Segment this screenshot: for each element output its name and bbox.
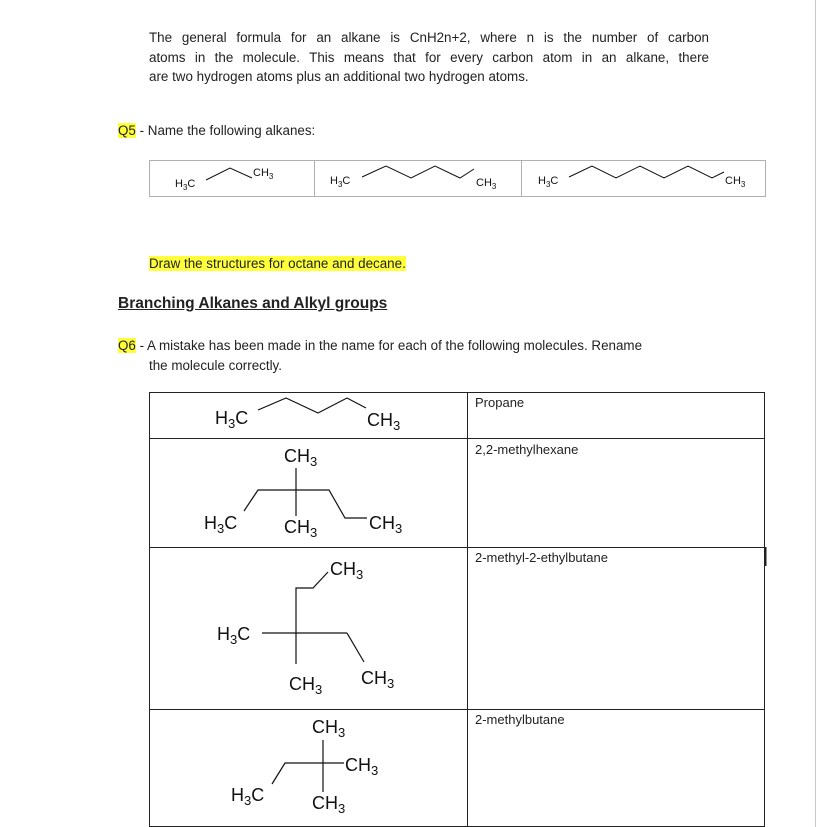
q5-label: Q5 [118,123,136,138]
row-1-structure [215,398,400,433]
section-heading: Branching Alkanes and Alkyl groups [118,295,388,312]
svg-text:CH3: $CH_3$ [369,513,403,536]
intro-line-1: The general formula for an alkane is CnH2n+2, where n is the number of carbon [149,30,709,45]
svg-text:CH3: $CH_3$ [476,177,497,191]
q5-table [150,160,766,197]
q6-text-line-2: the molecule correctly. [149,357,282,373]
svg-text:CH3: $CH_3$ [284,446,318,469]
svg-text:CH3: $CH_3$ [345,755,379,778]
svg-text:CH3: $CH_3$ [253,167,274,181]
svg-text:CH3: $CH_3$ [330,559,364,582]
row-4-structure [231,717,378,816]
draw-prompt-text: Draw the structures for octane and decane. [149,256,406,271]
svg-text:H3C: $H_3C$ [175,178,196,192]
row-2-given-name: 2,2-methylhexane [475,442,579,457]
q6-text-line-1: - A mistake has been made in the name for each of the following molecules. Rename [135,338,643,353]
svg-text:H3C: $H_3C$ [204,513,238,536]
intro-line-3: are two hydrogen atoms plus an additional two hydrogen atoms. [149,69,529,84]
q5-structure-chain-3 [538,166,746,189]
svg-text:CH3: $CH_3$ [312,793,346,816]
row-1-given-name: Propane [475,395,525,410]
q6-table-frame [150,393,765,827]
svg-text:CH3: $CH_3$ [361,668,395,691]
q6-label: Q6 [118,338,136,353]
svg-text:H3C: $H_3C$ [538,175,559,189]
row-3-given-name: 2-methyl-2-ethylbutane [475,550,608,565]
intro-line-2: atoms in the molecule. This means that for every carbon atom in an alkane, there [149,49,709,65]
q5-table-frame [150,161,766,197]
row-2-structure [204,446,402,540]
svg-text:CH3: $CH_3$ [284,517,318,540]
svg-text:H3C: $H_3C$ [215,408,249,431]
svg-text:H3C: $H_3C$ [217,624,251,647]
svg-text:H3C: $H_3C$ [231,785,265,808]
row-3-structure [217,559,394,697]
q6-table [149,392,766,827]
q5-text: - Name the following alkanes: [135,123,316,138]
row-4-given-name: 2-methylbutane [475,712,565,727]
svg-text:CH3: $CH_3$ [725,175,746,189]
svg-text:H3C: $H_3C$ [330,175,351,189]
q5-structure-chain-2 [330,166,497,191]
q5-structure-propane [175,167,274,192]
svg-text:CH3: $CH_3$ [312,717,346,740]
svg-text:CH3: $CH_3$ [289,674,323,697]
svg-text:CH3: $CH_3$ [367,410,401,433]
